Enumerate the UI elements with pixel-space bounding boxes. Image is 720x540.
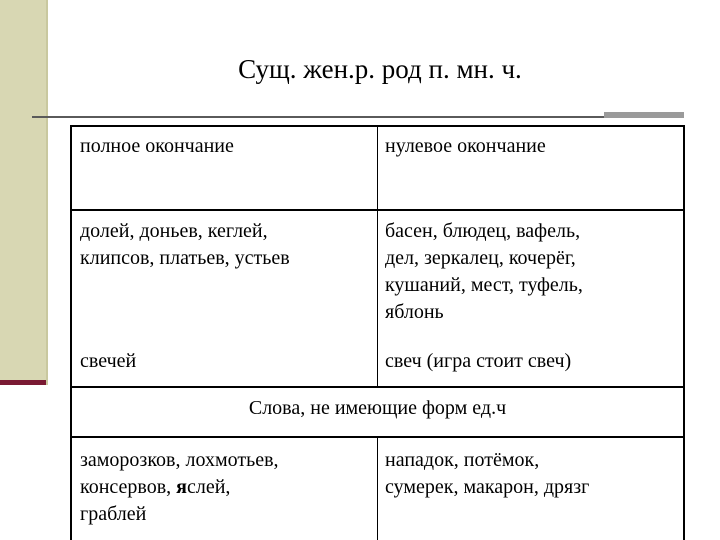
slide-title: Сущ. жен.р. род п. мн. ч. <box>238 54 522 84</box>
stressed-letter: я <box>176 476 187 498</box>
row3-full-ending-line <box>80 474 370 501</box>
row3-full-ending <box>80 447 370 528</box>
row1-zero-ending-line: кушаний, мест, туфель, <box>385 274 583 296</box>
row3-zero-ending-line: сумерек, макарон, дрязг <box>385 476 590 498</box>
row2-zero-ending: свеч (игра стоит свеч) <box>385 350 572 372</box>
row1-full-ending <box>80 218 370 272</box>
row3-zero-ending <box>385 447 680 501</box>
row1-zero-ending <box>385 218 680 326</box>
row1-zero-ending-line: басен, блюдец, вафель, <box>385 220 581 242</box>
row1-zero-ending-line: яблонь <box>385 301 444 323</box>
row3-word-part: слей, <box>186 476 231 498</box>
decorative-side-rule <box>0 380 46 385</box>
row1-full-ending-line: долей, доньев, кеглей, <box>80 220 268 242</box>
table-column-divider-lower <box>377 436 378 540</box>
title-divider-accent <box>604 112 684 118</box>
row3-full-ending-line: заморозков, лохмотьев, <box>80 449 279 471</box>
row3-word-part: консервов, <box>80 476 177 498</box>
header-zero-ending: нулевое окончание <box>385 135 546 157</box>
row2-full-ending: свечей <box>80 350 137 372</box>
header-full-ending: полное окончание <box>80 135 234 157</box>
decorative-side-band <box>0 0 46 380</box>
row3-zero-ending-line: нападок, потёмок, <box>385 449 540 471</box>
row1-zero-ending-line: дел, зеркалец, кочерёг, <box>385 247 576 269</box>
row1-full-ending-line: клипсов, платьев, устьев <box>80 247 290 269</box>
row3-full-ending-line: граблей <box>80 503 147 525</box>
no-singular-label: Слова, не имеющие форм ед.ч <box>248 397 507 419</box>
table-column-divider-upper <box>377 125 378 386</box>
decorative-side-edge <box>46 0 48 385</box>
table-span-separator-top <box>70 386 685 388</box>
title-divider <box>32 116 684 118</box>
